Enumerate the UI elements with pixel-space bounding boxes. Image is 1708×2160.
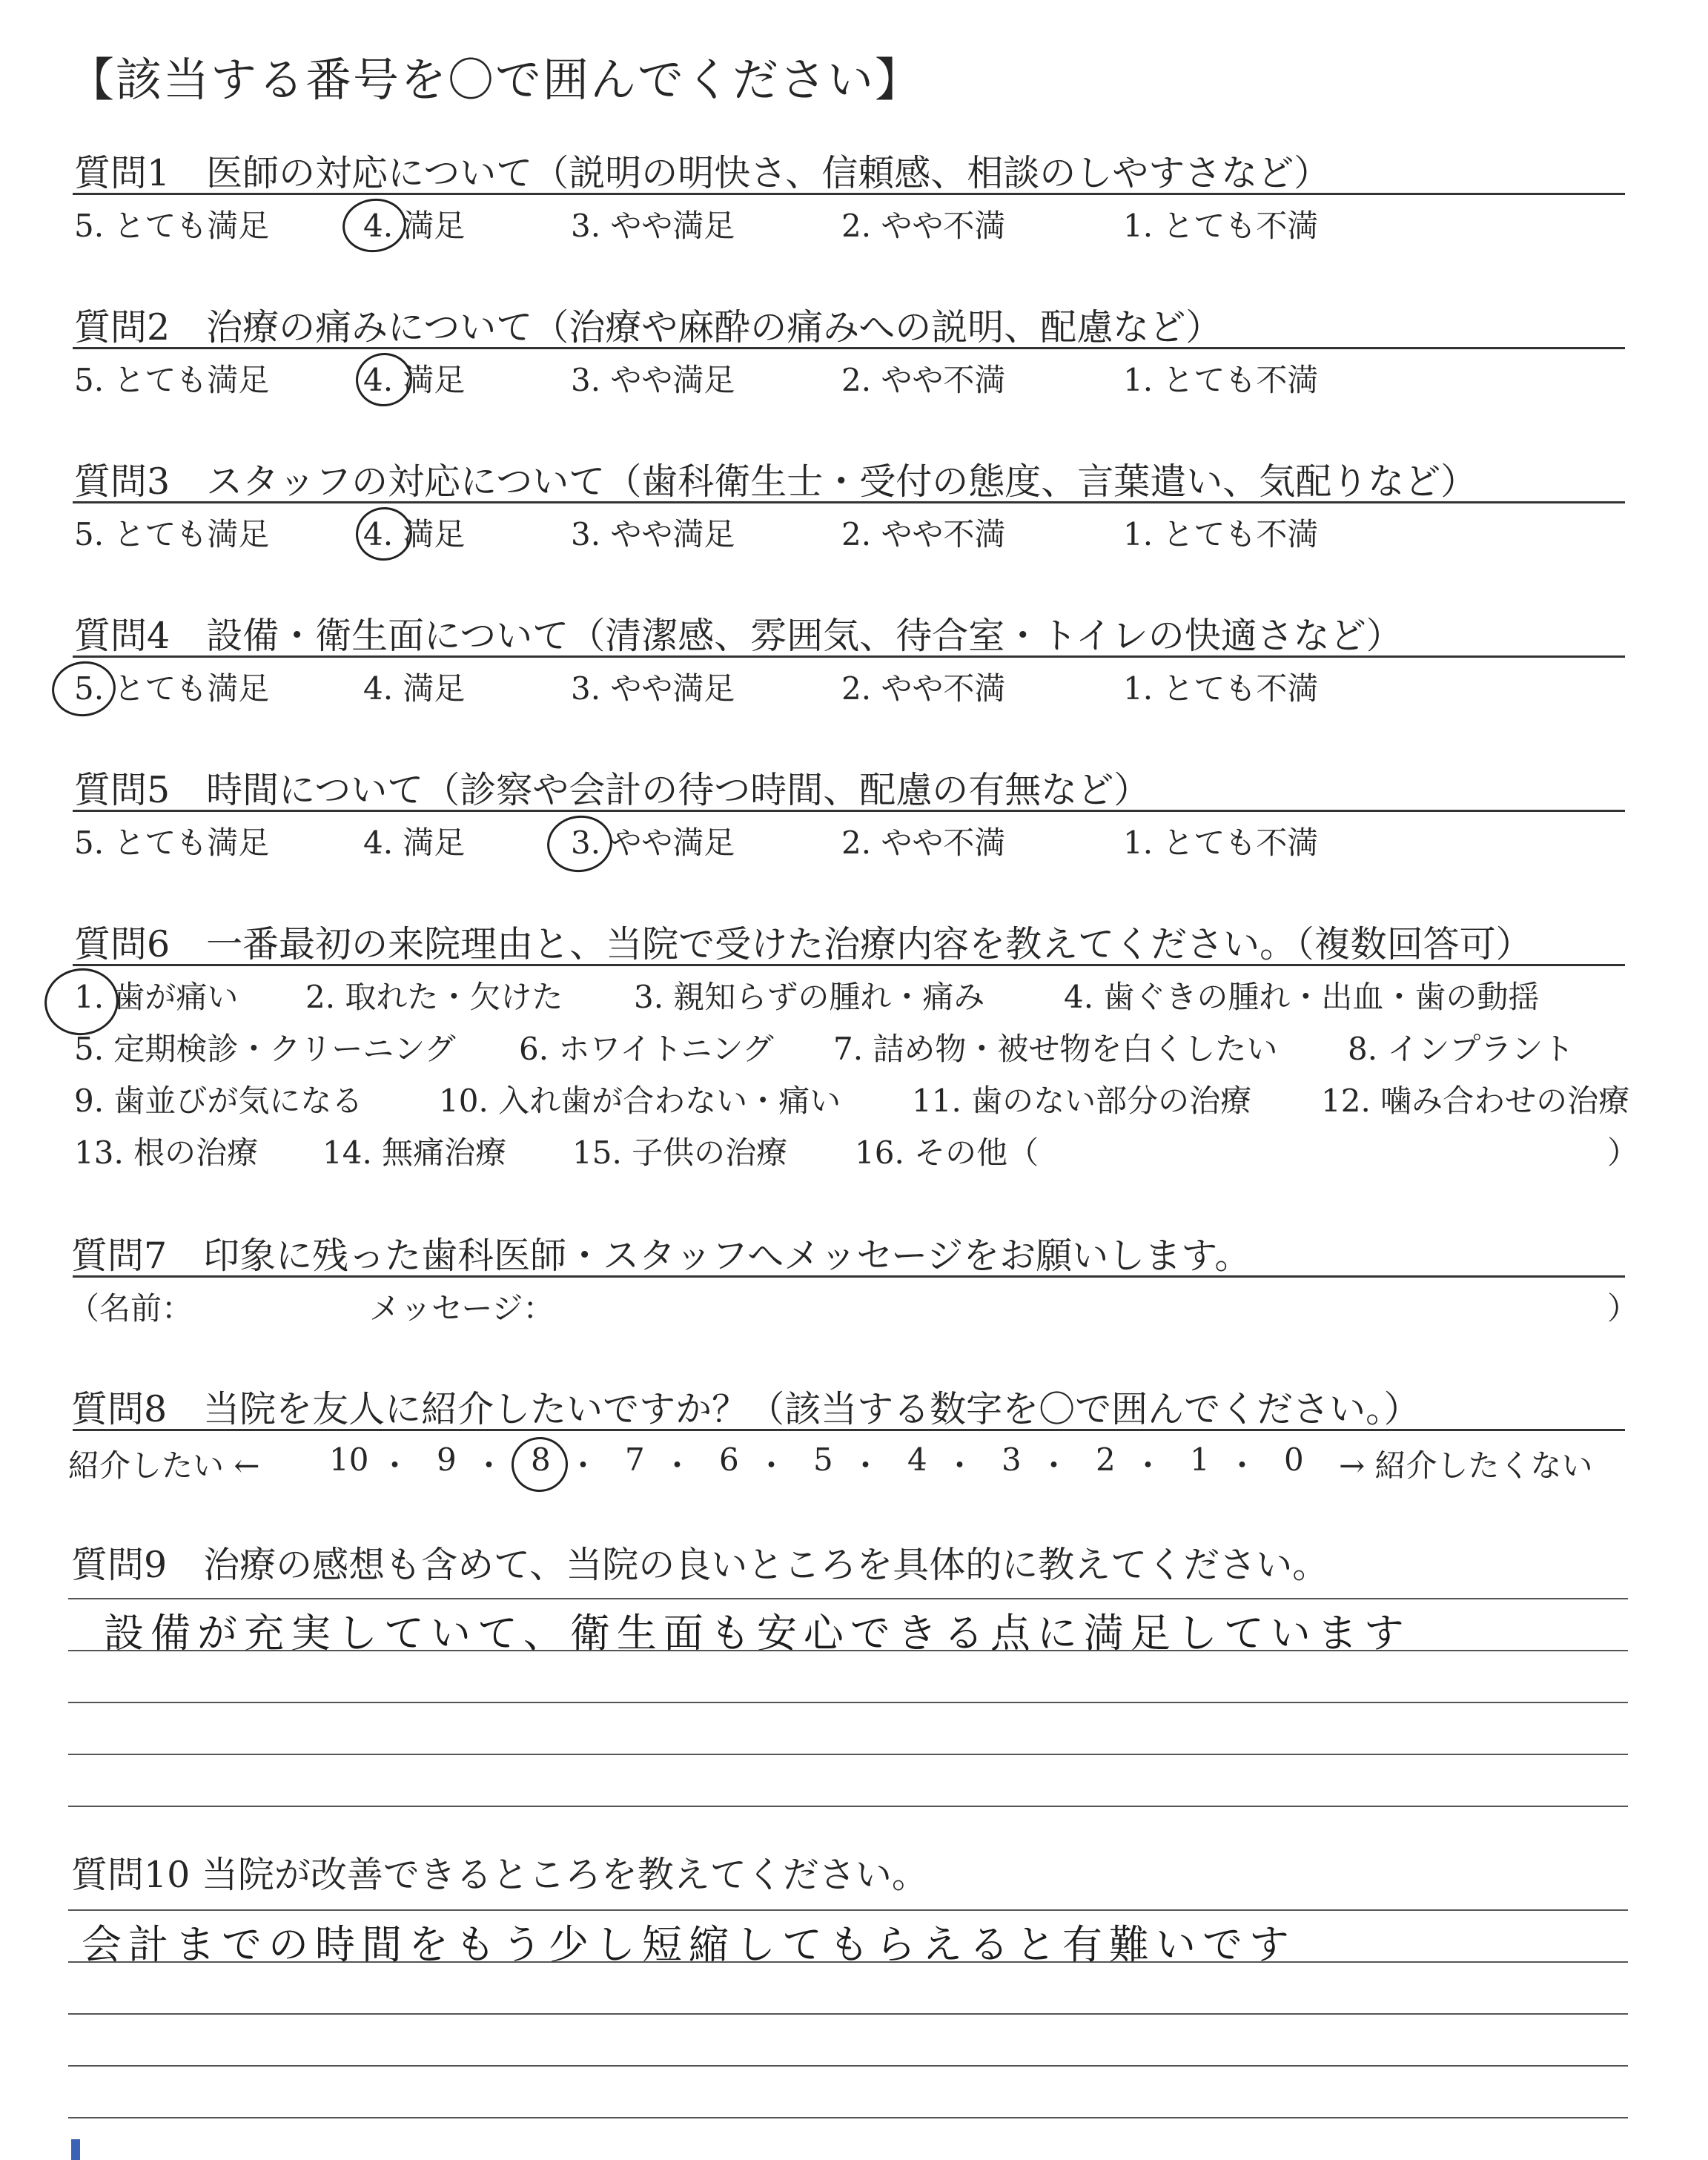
question-7-rule — [73, 1275, 1625, 1278]
q8-scale-option-9[interactable]: 9 — [437, 1441, 457, 1478]
q2-option-2[interactable]: 2. やや不満 — [841, 362, 1006, 398]
q4-option-3[interactable]: 3. やや満足 — [571, 670, 735, 707]
q3-option-3[interactable]: 3. やや満足 — [571, 516, 735, 552]
q9-handwritten-answer: 設備が充実していて、衛生面も安心できる点に満足しています — [104, 1610, 1411, 1657]
q8-scale-separator: ・ — [379, 1447, 411, 1484]
q8-scale-separator: ・ — [1132, 1447, 1164, 1484]
q6-option-7[interactable]: 7. 詰め物・被せ物を白くしたい — [833, 1031, 1278, 1067]
q3-option-4[interactable]: 4. 満足 — [363, 516, 466, 552]
question-5-rule — [73, 810, 1625, 812]
question-3-rule — [73, 501, 1625, 503]
q5-option-1[interactable]: 1. とても不満 — [1123, 825, 1319, 861]
q8-scale-separator: ・ — [567, 1447, 599, 1484]
q6-option-3[interactable]: 3. 親知らずの腫れ・痛み — [634, 979, 985, 1015]
q1-option-2[interactable]: 2. やや不満 — [841, 208, 1006, 244]
question-1-rule — [73, 193, 1625, 195]
question-7-label: 質問7 印象に残った歯科医師・スタッフへメッセージをお願いします。 — [71, 1235, 1251, 1277]
q8-scale-option-2[interactable]: 2 — [1096, 1441, 1116, 1478]
q8-scale-option-10[interactable]: 10 — [329, 1441, 369, 1478]
q6-option-5[interactable]: 5. 定期検診・クリーニング — [74, 1031, 456, 1067]
q3-option-1[interactable]: 1. とても不満 — [1123, 516, 1319, 552]
question-2-label: 質問2 治療の痛みについて（治療や麻酔の痛みへの説明、配慮など） — [74, 306, 1222, 349]
q8-scale-option-3[interactable]: 3 — [1002, 1441, 1022, 1478]
q8-scale-option-7[interactable]: 7 — [625, 1441, 645, 1478]
q10-write-line-3 — [68, 2013, 1628, 2015]
q10-write-line-5 — [68, 2117, 1628, 2118]
q6-option-12[interactable]: 12. 噛み合わせの治療 — [1321, 1083, 1630, 1119]
q6-option-16[interactable]: 16. その他（ — [855, 1135, 1039, 1171]
q4-option-2[interactable]: 2. やや不満 — [841, 670, 1006, 707]
q7-name-label: （名前： — [68, 1290, 193, 1327]
q8-answer-circle — [508, 1433, 572, 1496]
question-8-label: 質問8 当院を友人に紹介したいですか？（該当する数字を〇で囲んでください。） — [71, 1388, 1420, 1430]
q6-option-15[interactable]: 15. 子供の治療 — [572, 1135, 788, 1171]
q1-option-4[interactable]: 4. 満足 — [363, 208, 466, 244]
q8-scale-option-8[interactable]: 8 — [531, 1441, 551, 1478]
q2-option-4[interactable]: 4. 満足 — [363, 362, 466, 398]
q10-write-line-1 — [68, 1909, 1628, 1911]
cut-off-blue-text-mark — [71, 2139, 80, 2160]
q10-write-line-4 — [68, 2065, 1628, 2067]
q3-option-2[interactable]: 2. やや不満 — [841, 516, 1006, 552]
q6-option-1[interactable]: 1. 歯が痛い — [74, 979, 239, 1015]
q6-option-2[interactable]: 2. 取れた・欠けた — [305, 979, 563, 1015]
question-4-label: 質問4 設備・衛生面について（清潔感、雰囲気、待合室・トイレの快適さなど） — [74, 615, 1403, 657]
q2-option-5[interactable]: 5. とても満足 — [74, 362, 270, 398]
question-6-rule — [73, 964, 1625, 966]
q8-left-label: 紹介したい ← — [68, 1447, 260, 1484]
question-1-label: 質問1 医師の対応について（説明の明快さ、信頼感、相談のしやすさなど） — [74, 152, 1331, 194]
q10-handwritten-answer: 会計までの時間をもう少し短縮してもらえると有難いです — [82, 1921, 1296, 1968]
q6-option-13[interactable]: 13. 根の治療 — [74, 1135, 259, 1171]
q8-scale-separator: ・ — [944, 1447, 976, 1484]
q8-scale-separator: ・ — [1038, 1447, 1070, 1484]
q5-option-3[interactable]: 3. やや満足 — [571, 825, 735, 861]
q7-message-label: メッセージ： — [369, 1290, 555, 1327]
q8-scale-option-4[interactable]: 4 — [907, 1441, 927, 1478]
q8-scale-separator: ・ — [661, 1447, 693, 1484]
q6-option-11[interactable]: 11. 歯のない部分の治療 — [912, 1083, 1252, 1119]
q8-scale-separator: ・ — [1226, 1447, 1258, 1484]
q6-option-9[interactable]: 9. 歯並びが気になる — [74, 1083, 363, 1119]
q9-write-line-3 — [68, 1702, 1628, 1703]
q8-scale-option-6[interactable]: 6 — [719, 1441, 739, 1478]
q5-option-5[interactable]: 5. とても満足 — [74, 825, 270, 861]
q8-scale-option-1[interactable]: 1 — [1190, 1441, 1210, 1478]
q1-option-1[interactable]: 1. とても不満 — [1123, 208, 1319, 244]
question-9-label: 質問9 治療の感想も含めて、当院の良いところを具体的に教えてください。 — [71, 1544, 1329, 1586]
q5-option-2[interactable]: 2. やや不満 — [841, 825, 1006, 861]
question-6-label: 質問6 一番最初の来院理由と、当院で受けた治療内容を教えてください。（複数回答可） — [74, 923, 1532, 965]
q6-option-10[interactable]: 10. 入れ歯が合わない・痛い — [439, 1083, 841, 1119]
question-10-label: 質問10 当院が改善できるところを教えてください。 — [71, 1854, 928, 1896]
q4-option-1[interactable]: 1. とても不満 — [1123, 670, 1319, 707]
q6-option-8[interactable]: 8. インプラント — [1348, 1031, 1575, 1067]
q1-option-3[interactable]: 3. やや満足 — [571, 208, 735, 244]
question-5-label: 質問5 時間について（診察や会計の待つ時間、配慮の有無など） — [74, 769, 1151, 811]
q9-write-line-4 — [68, 1754, 1628, 1755]
q4-option-4[interactable]: 4. 満足 — [363, 670, 466, 707]
q2-option-3[interactable]: 3. やや満足 — [571, 362, 735, 398]
q1-option-5[interactable]: 5. とても満足 — [74, 208, 270, 244]
q8-scale-option-0[interactable]: 0 — [1284, 1441, 1304, 1478]
question-3-label: 質問3 スタッフの対応について（歯科衛生士・受付の態度、言葉遣い、気配りなど） — [74, 460, 1477, 503]
q8-scale-separator: ・ — [850, 1447, 881, 1484]
q5-option-4[interactable]: 4. 満足 — [363, 825, 466, 861]
q6-option-14[interactable]: 14. 無痛治療 — [322, 1135, 507, 1171]
q7-close-paren: ） — [1607, 1290, 1639, 1327]
q6-option-6[interactable]: 6. ホワイトニング — [519, 1031, 774, 1067]
q9-write-line-1 — [68, 1598, 1628, 1599]
q4-option-5[interactable]: 5. とても満足 — [74, 670, 270, 707]
question-2-rule — [73, 347, 1625, 349]
q8-scale-separator: ・ — [473, 1447, 505, 1484]
q8-scale-option-5[interactable]: 5 — [813, 1441, 833, 1478]
q3-option-5[interactable]: 5. とても満足 — [74, 516, 270, 552]
form-title: 【該当する番号を〇で囲んでください】 — [68, 53, 923, 107]
question-8-rule — [73, 1429, 1625, 1431]
q6-option-4[interactable]: 4. 歯ぐきの腫れ・出血・歯の動揺 — [1064, 979, 1540, 1015]
question-4-rule — [73, 655, 1625, 658]
q6-option-16-close-paren: ） — [1607, 1135, 1639, 1171]
q9-write-line-5 — [68, 1806, 1628, 1807]
q8-right-label: → 紹介したくない — [1339, 1447, 1593, 1484]
q8-scale-separator: ・ — [755, 1447, 787, 1484]
q2-option-1[interactable]: 1. とても不満 — [1123, 362, 1319, 398]
